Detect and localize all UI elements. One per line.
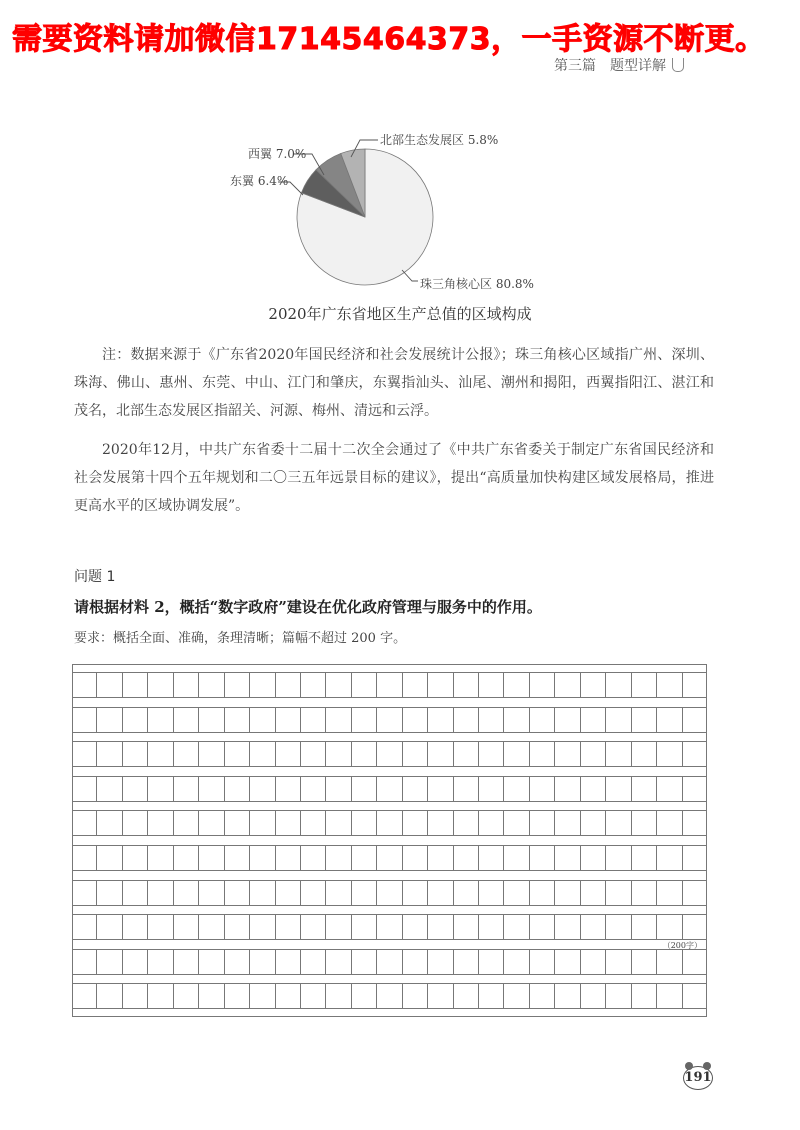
grid-cell[interactable] (606, 846, 631, 870)
grid-cell[interactable] (428, 950, 453, 974)
grid-cell[interactable] (479, 777, 504, 801)
grid-cell[interactable] (657, 742, 682, 766)
grid-cell[interactable] (352, 846, 377, 870)
grid-cell[interactable] (352, 915, 377, 939)
grid-cell[interactable] (657, 950, 682, 974)
grid-cell[interactable] (72, 777, 97, 801)
grid-row (72, 914, 707, 940)
grid-cell[interactable] (683, 742, 707, 766)
grid-cell[interactable] (555, 984, 580, 1008)
grid-cell[interactable] (377, 777, 402, 801)
grid-cell[interactable] (555, 811, 580, 835)
grid-cell[interactable] (606, 881, 631, 905)
label-north: 北部生态发展区 5.8% (380, 133, 499, 147)
grid-cell[interactable] (555, 777, 580, 801)
grid-cell[interactable] (276, 984, 301, 1008)
grid-cell[interactable] (530, 984, 555, 1008)
page-number: 191 (683, 1066, 713, 1090)
grid-cell[interactable] (581, 811, 606, 835)
grid-cell[interactable] (123, 708, 148, 732)
grid-row (72, 672, 707, 698)
grid-cell[interactable] (174, 950, 199, 974)
grid-cell[interactable] (326, 742, 351, 766)
grid-cell[interactable] (683, 708, 707, 732)
grid-cell[interactable] (225, 708, 250, 732)
pie-chart (0, 0, 800, 300)
grid-cell[interactable] (632, 950, 657, 974)
grid-cell[interactable] (72, 984, 97, 1008)
grid-cell[interactable] (683, 984, 707, 1008)
chart-title: 2020年广东省地区生产总值的区域构成 (268, 305, 532, 323)
section-label: 第三篇 (554, 58, 596, 74)
grid-cell[interactable] (301, 673, 326, 697)
grid-cell[interactable] (301, 708, 326, 732)
grid-cell[interactable] (657, 984, 682, 1008)
grid-cell[interactable] (301, 950, 326, 974)
label-prd: 珠三角核心区 80.8% (420, 277, 534, 291)
grid-row (72, 741, 707, 767)
grid-cell[interactable] (632, 777, 657, 801)
grid-cell[interactable] (657, 846, 682, 870)
grid-cell[interactable] (683, 846, 707, 870)
label-east: 东翼 6.4% (230, 174, 289, 188)
grid-cell[interactable] (581, 742, 606, 766)
grid-cell[interactable] (97, 708, 122, 732)
grid-cell[interactable] (504, 984, 529, 1008)
grid-cell[interactable] (581, 881, 606, 905)
grid-cell[interactable] (581, 708, 606, 732)
grid-cell[interactable] (326, 846, 351, 870)
grid-cell[interactable] (657, 881, 682, 905)
grid-cell[interactable] (403, 777, 428, 801)
grid-cell[interactable] (352, 742, 377, 766)
grid-cell[interactable] (530, 742, 555, 766)
grid-cell[interactable] (250, 915, 275, 939)
grid-cell[interactable] (225, 881, 250, 905)
grid-cell[interactable] (148, 673, 173, 697)
grid-cell[interactable] (581, 777, 606, 801)
grid-cell[interactable] (555, 673, 580, 697)
grid-cell[interactable] (97, 950, 122, 974)
grid-cell[interactable] (123, 673, 148, 697)
question-heading: 问题 1 (74, 569, 116, 585)
grid-cell[interactable] (403, 881, 428, 905)
grid-cell[interactable] (72, 881, 97, 905)
grid-cell[interactable] (352, 811, 377, 835)
grid-cell[interactable] (250, 708, 275, 732)
grid-cell[interactable] (326, 915, 351, 939)
grid-cell[interactable] (326, 984, 351, 1008)
grid-cell[interactable] (250, 950, 275, 974)
grid-cell[interactable] (123, 984, 148, 1008)
grid-cell[interactable] (606, 673, 631, 697)
grid-cell[interactable] (276, 915, 301, 939)
grid-cell[interactable] (479, 950, 504, 974)
grid-cell[interactable] (504, 742, 529, 766)
grid-cell[interactable] (683, 673, 707, 697)
word-count-marker: （200字） (662, 941, 702, 951)
grid-cell[interactable] (657, 777, 682, 801)
grid-cell[interactable] (199, 742, 224, 766)
grid-cell[interactable] (403, 846, 428, 870)
grid-cell[interactable] (479, 846, 504, 870)
grid-cell[interactable] (250, 846, 275, 870)
grid-cell[interactable] (97, 846, 122, 870)
grid-cell[interactable] (581, 915, 606, 939)
grid-cell[interactable] (148, 881, 173, 905)
grid-cell[interactable] (199, 846, 224, 870)
grid-cell[interactable] (403, 984, 428, 1008)
grid-cell[interactable] (225, 742, 250, 766)
grid-cell[interactable] (606, 811, 631, 835)
grid-cell[interactable] (250, 777, 275, 801)
grid-cell[interactable] (199, 811, 224, 835)
grid-cell[interactable] (250, 673, 275, 697)
grid-cell[interactable] (148, 742, 173, 766)
grid-cell[interactable] (97, 915, 122, 939)
grid-cell[interactable] (148, 708, 173, 732)
grid-cell[interactable] (174, 881, 199, 905)
grid-row (72, 810, 707, 836)
grid-cell[interactable] (581, 673, 606, 697)
grid-cell[interactable] (403, 950, 428, 974)
pie-chart-svg (0, 0, 800, 300)
grid-cell[interactable] (428, 708, 453, 732)
grid-cell[interactable] (377, 742, 402, 766)
grid-cell[interactable] (428, 915, 453, 939)
grid-cell[interactable] (148, 915, 173, 939)
grid-cell[interactable] (377, 881, 402, 905)
grid-row (72, 949, 707, 975)
grid-cell[interactable] (581, 950, 606, 974)
grid-cell[interactable] (683, 777, 707, 801)
grid-cell[interactable] (72, 846, 97, 870)
grid-cell[interactable] (479, 811, 504, 835)
grid-cell[interactable] (225, 811, 250, 835)
grid-cell[interactable] (657, 708, 682, 732)
grid-cell[interactable] (199, 777, 224, 801)
grid-cell[interactable] (479, 881, 504, 905)
grid-cell[interactable] (123, 742, 148, 766)
grid-cell[interactable] (148, 777, 173, 801)
grid-cell[interactable] (454, 846, 479, 870)
grid-cell[interactable] (428, 846, 453, 870)
grid-cell[interactable] (403, 673, 428, 697)
grid-cell[interactable] (301, 984, 326, 1008)
grid-cell[interactable] (199, 881, 224, 905)
grid-cell[interactable] (123, 811, 148, 835)
grid-cell[interactable] (530, 673, 555, 697)
grid-cell[interactable] (504, 811, 529, 835)
grid-row (72, 983, 707, 1009)
grid-cell[interactable] (301, 777, 326, 801)
grid-cell[interactable] (123, 950, 148, 974)
grid-cell[interactable] (530, 950, 555, 974)
grid-cell[interactable] (174, 915, 199, 939)
grid-cell[interactable] (504, 673, 529, 697)
grid-cell[interactable] (199, 950, 224, 974)
grid-cell[interactable] (199, 984, 224, 1008)
grid-cell[interactable] (479, 984, 504, 1008)
grid-cell[interactable] (72, 742, 97, 766)
grid-cell[interactable] (123, 915, 148, 939)
grid-cell[interactable] (479, 915, 504, 939)
grid-cell[interactable] (225, 950, 250, 974)
grid-cell[interactable] (352, 950, 377, 974)
grid-cell[interactable] (428, 777, 453, 801)
grid-cell[interactable] (174, 777, 199, 801)
grid-cell[interactable] (632, 984, 657, 1008)
grid-cell[interactable] (97, 811, 122, 835)
grid-cell[interactable] (174, 984, 199, 1008)
grid-cell[interactable] (301, 846, 326, 870)
grid-cell[interactable] (276, 881, 301, 905)
grid-cell[interactable] (454, 811, 479, 835)
grid-cell[interactable] (428, 673, 453, 697)
grid-cell[interactable] (199, 673, 224, 697)
chart-note: 注：数据来源于《广东省2020年国民经济和社会发展统计公报》；珠三角核心区域指广州、深圳、珠海、佛山、惠州、东莞、中山、江门和肇庆，东翼指汕头、汕尾、潮州和揭阳，西翼指阳江、湛江和茂名，北部生态发展区指韶关、河源、梅州、清远和云浮。 (74, 347, 714, 419)
grid-cell[interactable] (72, 950, 97, 974)
grid-cell[interactable] (377, 673, 402, 697)
grid-cell[interactable] (276, 742, 301, 766)
grid-cell[interactable] (250, 742, 275, 766)
grid-cell[interactable] (428, 742, 453, 766)
grid-cell[interactable] (657, 673, 682, 697)
material-paragraph: 2020年12月，中共广东省委十二届十二次全会通过了《中共广东省委关于制定广东省国民经济和社会发展第十四个五年规划和二〇三五年远景目标的建议》，提出“高质量加快构建区域发展格局，推进更高水平的区域协调发展”。 (74, 442, 714, 514)
grid-cell[interactable] (428, 811, 453, 835)
grid-cell[interactable] (123, 777, 148, 801)
grid-cell[interactable] (504, 881, 529, 905)
grid-cell[interactable] (606, 742, 631, 766)
grid-cell[interactable] (97, 673, 122, 697)
grid-cell[interactable] (454, 673, 479, 697)
grid-cell[interactable] (377, 708, 402, 732)
grid-cell[interactable] (250, 811, 275, 835)
grid-cell[interactable] (504, 846, 529, 870)
grid-cell[interactable] (530, 811, 555, 835)
grid-cell[interactable] (301, 915, 326, 939)
grid-cell[interactable] (454, 950, 479, 974)
grid-cell[interactable] (225, 915, 250, 939)
grid-cell[interactable] (632, 742, 657, 766)
grid-cell[interactable] (301, 881, 326, 905)
grid-cell[interactable] (683, 950, 707, 974)
grid-cell[interactable] (683, 881, 707, 905)
grid-cell[interactable] (632, 846, 657, 870)
grid-cell[interactable] (352, 984, 377, 1008)
grid-cell[interactable] (606, 708, 631, 732)
grid-cell[interactable] (276, 708, 301, 732)
chapter-label: 题型详解 (610, 58, 666, 74)
grid-cell[interactable] (606, 915, 631, 939)
grid-cell[interactable] (428, 984, 453, 1008)
grid-cell[interactable] (403, 811, 428, 835)
grid-cell[interactable] (454, 777, 479, 801)
grid-cell[interactable] (479, 708, 504, 732)
grid-cell[interactable] (276, 811, 301, 835)
grid-cell[interactable] (683, 811, 707, 835)
grid-cell[interactable] (479, 742, 504, 766)
label-west: 西翼 7.0% (248, 147, 307, 161)
grid-cell[interactable] (326, 777, 351, 801)
grid-cell[interactable] (174, 846, 199, 870)
grid-cell[interactable] (657, 811, 682, 835)
grid-cell[interactable] (225, 984, 250, 1008)
grid-cell[interactable] (97, 777, 122, 801)
grid-cell[interactable] (72, 915, 97, 939)
grid-cell[interactable] (530, 708, 555, 732)
grid-cell[interactable] (148, 811, 173, 835)
grid-cell[interactable] (530, 915, 555, 939)
grid-cell[interactable] (97, 742, 122, 766)
grid-cell[interactable] (555, 708, 580, 732)
grid-cell[interactable] (454, 742, 479, 766)
grid-cell[interactable] (555, 846, 580, 870)
grid-cell[interactable] (174, 742, 199, 766)
grid-cell[interactable] (377, 915, 402, 939)
grid-cell[interactable] (199, 708, 224, 732)
grid-cell[interactable] (174, 708, 199, 732)
question-requirement: 要求：概括全面、准确，条理清晰；篇幅不超过 200 字。 (74, 631, 407, 646)
grid-cell[interactable] (632, 673, 657, 697)
grid-cell[interactable] (530, 777, 555, 801)
grid-cell[interactable] (454, 708, 479, 732)
grid-cell[interactable] (403, 708, 428, 732)
grid-cell[interactable] (123, 881, 148, 905)
grid-cell[interactable] (377, 846, 402, 870)
grid-cell[interactable] (454, 984, 479, 1008)
grid-cell[interactable] (174, 811, 199, 835)
grid-cell[interactable] (276, 846, 301, 870)
grid-cell[interactable] (555, 915, 580, 939)
grid-row (72, 845, 707, 871)
grid-cell[interactable] (250, 881, 275, 905)
grid-cell[interactable] (504, 708, 529, 732)
grid-cell[interactable] (377, 811, 402, 835)
grid-cell[interactable] (225, 846, 250, 870)
grid-cell[interactable] (504, 915, 529, 939)
grid-cell[interactable] (377, 984, 402, 1008)
grid-cell[interactable] (504, 950, 529, 974)
grid-cell[interactable] (454, 915, 479, 939)
grid-row (72, 880, 707, 906)
grid-cell[interactable] (581, 846, 606, 870)
grid-row (72, 776, 707, 802)
grid-cell[interactable] (326, 708, 351, 732)
grid-cell[interactable] (174, 673, 199, 697)
grid-cell[interactable] (72, 673, 97, 697)
grid-cell[interactable] (276, 777, 301, 801)
grid-cell[interactable] (326, 811, 351, 835)
grid-cell[interactable] (632, 708, 657, 732)
grid-cell[interactable] (683, 915, 707, 939)
grid-cell[interactable] (606, 950, 631, 974)
grid-cell[interactable] (606, 984, 631, 1008)
grid-cell[interactable] (377, 950, 402, 974)
grid-cell[interactable] (148, 950, 173, 974)
grid-cell[interactable] (301, 742, 326, 766)
grid-cell[interactable] (326, 673, 351, 697)
grid-cell[interactable] (352, 881, 377, 905)
grid-cell[interactable] (326, 881, 351, 905)
grid-cell[interactable] (530, 881, 555, 905)
grid-cell[interactable] (148, 846, 173, 870)
grid-cell[interactable] (250, 984, 275, 1008)
grid-row (72, 707, 707, 733)
grid-cell[interactable] (97, 881, 122, 905)
grid-cell[interactable] (530, 846, 555, 870)
grid-cell[interactable] (555, 881, 580, 905)
watermark-banner: 需要资料请加微信17145464373，一手资源不断更。 (12, 22, 766, 57)
grid-cell[interactable] (97, 984, 122, 1008)
grid-cell[interactable] (479, 673, 504, 697)
grid-cell[interactable] (72, 708, 97, 732)
answer-grid[interactable] (72, 664, 707, 1017)
grid-cell[interactable] (352, 708, 377, 732)
grid-cell[interactable] (632, 881, 657, 905)
grid-cell[interactable] (555, 742, 580, 766)
grid-cell[interactable] (352, 777, 377, 801)
grid-cell[interactable] (123, 846, 148, 870)
grid-cell[interactable] (632, 811, 657, 835)
grid-cell[interactable] (225, 777, 250, 801)
grid-cell[interactable] (606, 777, 631, 801)
grid-cell[interactable] (632, 915, 657, 939)
grid-cell[interactable] (581, 984, 606, 1008)
grid-cell[interactable] (199, 915, 224, 939)
grid-cell[interactable] (403, 915, 428, 939)
grid-cell[interactable] (148, 984, 173, 1008)
grid-cell[interactable] (454, 881, 479, 905)
grid-cell[interactable] (276, 950, 301, 974)
grid-cell[interactable] (225, 673, 250, 697)
grid-cell[interactable] (301, 811, 326, 835)
grid-cell[interactable] (276, 673, 301, 697)
grid-cell[interactable] (72, 811, 97, 835)
grid-cell[interactable] (326, 950, 351, 974)
grid-cell[interactable] (403, 742, 428, 766)
grid-cell[interactable] (428, 881, 453, 905)
grid-cell[interactable] (504, 777, 529, 801)
grid-cell[interactable] (657, 915, 682, 939)
grid-cell[interactable] (352, 673, 377, 697)
grid-cell[interactable] (555, 950, 580, 974)
question-prompt: 请根据材料 2，概括“数字政府”建设在优化政府管理与服务中的作用。 (74, 598, 542, 616)
